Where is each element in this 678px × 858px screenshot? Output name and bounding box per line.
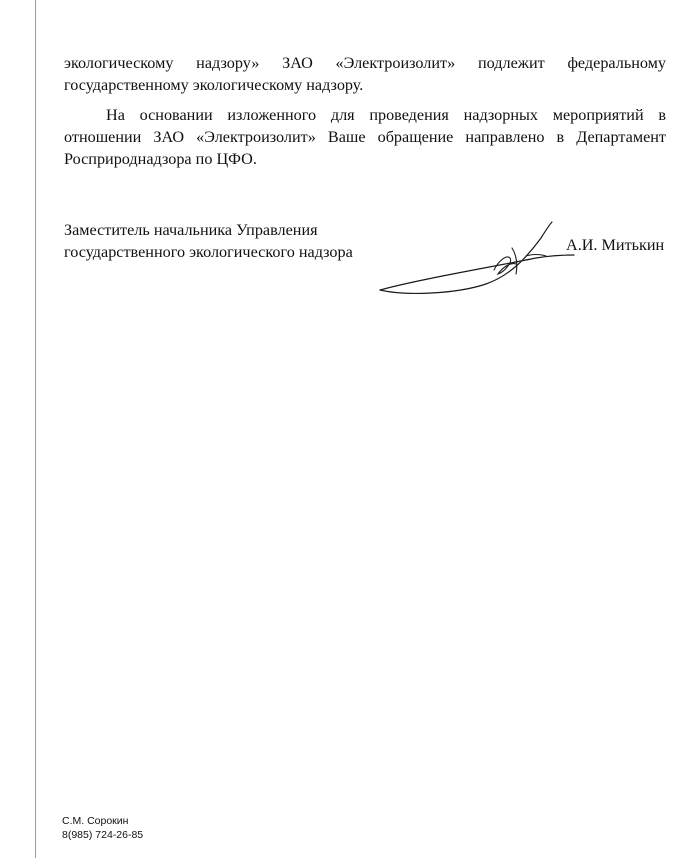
executor-phone: 8(985) 724-26-85 xyxy=(62,829,144,841)
handwritten-signature xyxy=(376,218,576,298)
page-margin-line xyxy=(35,0,36,858)
signatory-title xyxy=(64,219,353,263)
executor-name: С.М. Сорокин xyxy=(62,815,129,827)
executor-info xyxy=(62,814,143,842)
signatory-title-line: Заместитель начальника Управления xyxy=(64,221,318,239)
paragraph-conclusion xyxy=(64,52,666,96)
paragraph-line: На основании изложенного для проведения надзорных мероприятий в xyxy=(106,106,666,124)
paragraph-line: Росприроднадзора по ЦФО. xyxy=(64,150,257,168)
paragraph-line: отношении ЗАО «Электроизолит» Ваше обращение направлено в Департамент xyxy=(64,128,666,146)
paragraph-line: экологическому надзору» ЗАО «Электроизолит» подлежит федеральному xyxy=(64,54,666,72)
signatory-name: А.И. Митькин xyxy=(566,236,665,254)
paragraph-line: государственному экологическому надзору. xyxy=(64,76,364,94)
signatory-title-line: государственного экологического надзора xyxy=(64,243,353,261)
paragraph-referral xyxy=(64,104,666,170)
